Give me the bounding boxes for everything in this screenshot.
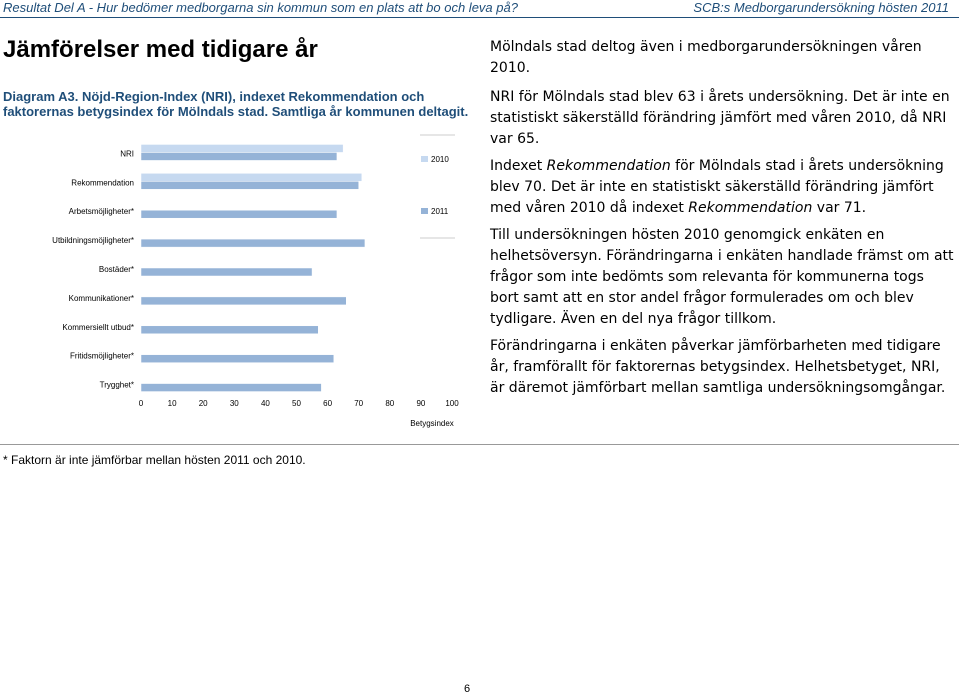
bar-2010 (141, 144, 343, 152)
bar-2011 (141, 384, 321, 392)
x-tick-label: 90 (416, 399, 426, 408)
x-tick-label: 60 (323, 399, 333, 408)
x-tick-label: 100 (445, 399, 459, 408)
x-tick-label: 50 (292, 399, 301, 408)
header-publication: SCB:s Medborgarundersökning hösten 2011 (693, 0, 949, 15)
bar-2011 (141, 210, 337, 218)
category-label: Kommersiellt utbud* (62, 322, 134, 332)
paragraph-participation: Mölndals stad deltog även i medborgarundersökningen våren 2010. (490, 39, 922, 76)
legend-swatch (421, 208, 428, 214)
body-text (490, 37, 955, 407)
x-tick-label: 40 (260, 399, 270, 408)
paragraph-survey-changes: Till undersökningen hösten 2010 genomgick enkäten en helhetsöversyn. Förändringarna i enkäten handlade främst om att frågor som inte bedömts som relevanta för kommunerna togs bort samt att en stor andel frågor formulerades om och blev tydligare. Även en del nya frågor tillkom. (490, 227, 954, 327)
bar-2011 (141, 152, 337, 160)
x-tick-label: 70 (354, 399, 364, 408)
legend-label: 2010 (431, 155, 449, 164)
category-label: Utbildningsmöjligheter* (52, 236, 134, 246)
x-tick-label: 10 (167, 399, 177, 408)
section-title: Jämförelser med tidigare år (3, 36, 318, 63)
header-divider (0, 17, 959, 18)
p3-text-c: var 71. (812, 200, 867, 216)
bar-chart (0, 130, 480, 435)
x-axis-ticks (139, 399, 459, 408)
chart-legend (420, 135, 455, 238)
page-number: 6 (464, 683, 471, 695)
category-label: Bostäder* (98, 265, 134, 274)
p3-text-a: Indexet (490, 158, 547, 174)
paragraph-comparability: Förändringarna i enkäten påverkar jämförbarheten med tidigare år, framförallt för faktorernas betygsindex. Helhetsbetyget, NRI, är däremot jämförbart mellan samtliga undersökningsomgångar. (490, 338, 946, 396)
bar-2011 (141, 355, 334, 363)
bar-2011 (141, 297, 346, 305)
category-label: Rekommendation (71, 178, 134, 188)
bar-2011 (141, 268, 312, 276)
bar-2011 (141, 181, 359, 189)
bar-2010 (141, 173, 362, 181)
legend-swatch (421, 156, 428, 162)
paragraph-rekommendation (490, 156, 955, 219)
x-tick-label: 20 (198, 399, 208, 408)
x-tick-label: 0 (138, 399, 144, 408)
paragraph-nri: NRI för Mölndals stad blev 63 i årets undersökning. Det är inte en statistiskt säkerställd förändring jämfört med våren 2010, då NRI var 65. (490, 89, 950, 147)
p3-text-b: för Mölndals stad i årets undersökning blev 70. Det är inte en statistiskt säkerställd förändring jämfört med våren 2010 då indexet (490, 158, 944, 216)
category-label: Trygghet* (99, 380, 134, 390)
x-tick-label: 30 (229, 399, 239, 408)
x-tick-label: 80 (385, 399, 395, 408)
x-axis-label: Betygsindex (410, 419, 454, 428)
p3-emphasis: Rekommendation (546, 158, 671, 174)
header-document-title: Resultat Del A - Hur bedömer medborgarna sin kommun som en plats att bo och leva på? (3, 0, 518, 15)
category-labels (52, 149, 134, 389)
category-label: Fritidsmöjligheter* (69, 351, 134, 361)
p3-emphasis-2: Rekommendation (688, 200, 813, 216)
footnote-divider (0, 444, 959, 445)
footnote: * Faktorn är inte jämförbar mellan hösten 2011 och 2010. (3, 453, 306, 467)
category-label: Kommunikationer* (68, 293, 134, 303)
page-header (0, 0, 959, 20)
diagram-caption: Diagram A3. Nöjd-Region-Index (NRI), indexet Rekommendation och faktorernas betygsindex för Mölndals stad. Samtliga år kommunen deltagit. (3, 89, 469, 119)
category-label: Arbetsmöjligheter* (68, 207, 134, 217)
legend-label: 2011 (431, 207, 449, 216)
bar-2011 (141, 239, 365, 247)
bars (141, 144, 365, 391)
bar-2011 (141, 326, 318, 334)
category-label: NRI (120, 149, 134, 159)
